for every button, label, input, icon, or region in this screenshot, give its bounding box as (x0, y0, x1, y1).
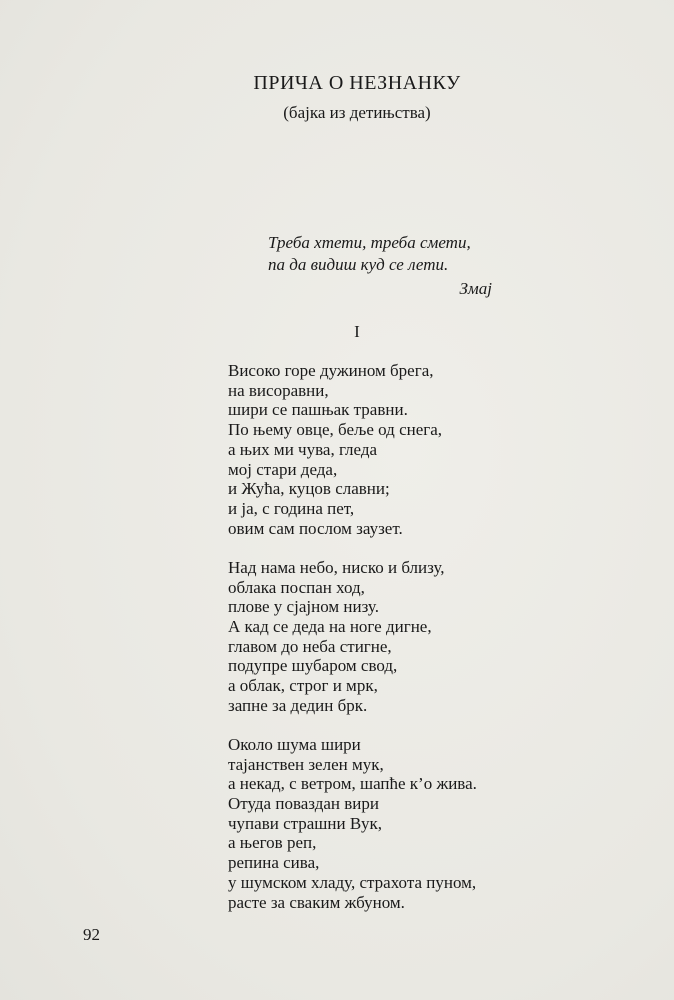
verse-line: и ја, с година пет, (228, 498, 355, 518)
verse-line: шири се пашњак травни. (228, 400, 408, 420)
verse-line: плове у сјајном низу. (228, 597, 379, 617)
section-number: I (354, 322, 360, 341)
epigraph (268, 232, 492, 300)
verse-line: А кад се деда на ноге дигне, (228, 616, 432, 636)
verse-line: главом до неба стигне, (228, 636, 392, 656)
verse-line: тајанствен зелен мук, (228, 754, 384, 774)
verse-line: Отуда поваздан вири (228, 794, 379, 814)
verse-line: Високо горе дужином брега, (228, 361, 434, 380)
epigraph-author: Змај (459, 279, 492, 298)
verse-line: запне за дедин брк. (228, 695, 368, 715)
epigraph-line: Треба хтети, треба смети, (268, 233, 471, 252)
verse-line: чупави страшни Вук, (228, 813, 382, 833)
stanza-1 (228, 361, 628, 538)
verse-line: на висоравни, (228, 380, 329, 400)
poem-title: ПРИЧА О НЕЗНАНКУ (253, 72, 461, 94)
verse-line: Около шума шири (228, 734, 361, 754)
verse-line: мој стари деда, (228, 459, 338, 479)
verse-line: Над нама небо, ниско и близу, (228, 557, 445, 577)
verse-line: и Жућа, куцов славни; (228, 479, 390, 499)
epigraph-line: па да видиш куд се лети. (268, 255, 449, 274)
verse-line: По њему овце, беље од снега, (228, 420, 443, 440)
verse-line: репина сива, (228, 853, 320, 873)
verse-line: овим сам послом заузет. (228, 518, 403, 538)
verse-line: расте за сваким жбуном. (228, 892, 405, 912)
verse-line: а њих ми чува, гледа (228, 439, 378, 459)
verse-line: подупре шубаром свод, (228, 656, 398, 676)
poem-body (228, 361, 628, 932)
verse-line: а његов реп, (228, 833, 317, 853)
page-number: 92 (83, 925, 100, 944)
verse-line: а некад, с ветром, шапће к’о жива. (228, 774, 477, 794)
poem-subtitle: (бајка из детињства) (283, 103, 431, 122)
stanza-3 (228, 735, 628, 912)
stanza-2 (228, 558, 628, 716)
verse-line: а облак, строг и мрк, (228, 676, 378, 696)
verse-line: у шумском хладу, страхота пуном, (228, 872, 477, 892)
verse-line: облака поспан ход, (228, 577, 365, 597)
